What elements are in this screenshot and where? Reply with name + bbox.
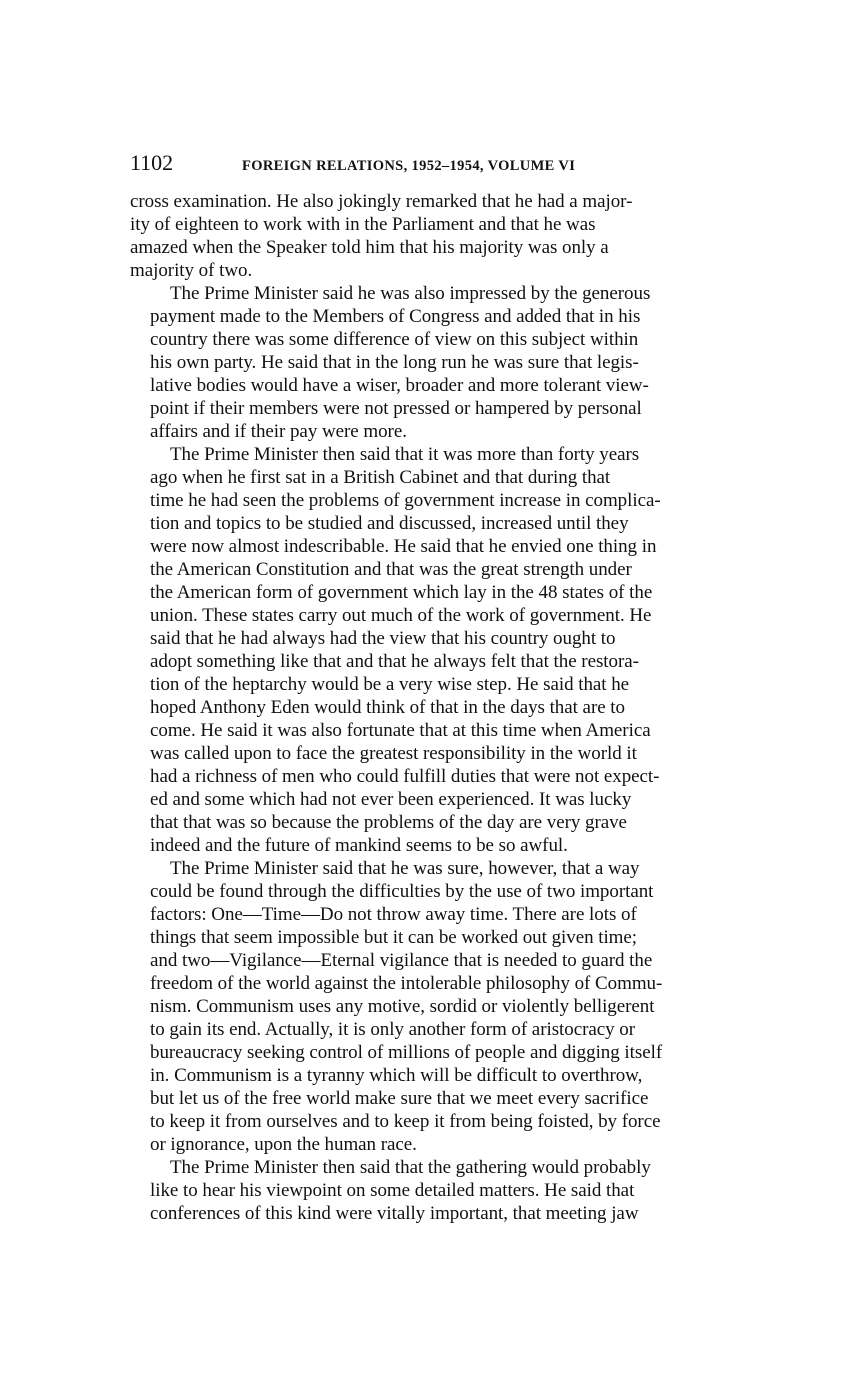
text-line: could be found through the difficulties by the use of two important [150,881,654,902]
text-line: and two—Vigilance—Eternal vigilance that is needed to guard the [150,950,653,971]
text-line: things that seem impossible but it can be worked out given time; [150,927,638,948]
text-line: or ignorance, upon the human race. [150,1134,417,1155]
text-line: amazed when the Speaker told him that his majority was only a [130,237,609,258]
text-line: nism. Communism uses any motive, sordid or violently belligerent [150,996,655,1017]
text-line: had a richness of men who could fulfill duties that were not expect- [150,766,660,787]
document-page [130,150,732,1225]
paragraph [130,190,732,282]
text-line: cross examination. He also jokingly remarked that he had a major- [130,191,633,212]
text-line: payment made to the Members of Congress and added that in his [150,306,641,327]
text-line: majority of two. [130,260,253,281]
text-line: The Prime Minister then said that it was more than forty years [170,444,640,465]
text-line: conferences of this kind were vitally important, that meeting jaw [150,1203,639,1224]
text-line: come. He said it was also fortunate that at this time when America [150,720,651,741]
text-line: like to hear his viewpoint on some detailed matters. He said that [150,1180,635,1201]
text-line: factors: One—Time—Do not throw away time. There are lots of [150,904,637,925]
text-line: ed and some which had not ever been experienced. It was lucky [150,789,632,810]
text-line: union. These states carry out much of the work of government. He [150,605,652,626]
text-line: was called upon to face the greatest responsibility in the world it [150,743,637,764]
text-line: in. Communism is a tyranny which will be difficult to overthrow, [150,1065,643,1086]
paragraph [130,1156,732,1225]
text-line: to keep it from ourselves and to keep it from being foisted, by force [150,1111,661,1132]
text-line: freedom of the world against the intolerable philosophy of Commu- [150,973,663,994]
text-line: country there was some difference of view on this subject within [150,329,639,350]
text-line: that that was so because the problems of the day are very grave [150,812,627,833]
paragraph [130,282,732,443]
text-line: tion and topics to be studied and discussed, increased until they [150,513,629,534]
text-line: said that he had always had the view that his country ought to [150,628,616,649]
paragraph [130,443,732,857]
text-line: affairs and if their pay were more. [150,421,407,442]
text-line: were now almost indescribable. He said that he envied one thing in [150,536,657,557]
text-line: The Prime Minister said that he was sure, however, that a way [170,858,640,879]
text-line: lative bodies would have a wiser, broader and more tolerant view- [150,375,649,396]
text-line: hoped Anthony Eden would think of that in the days that are to [150,697,625,718]
paragraph [130,857,732,1156]
text-line: his own party. He said that in the long run he was sure that legis- [150,352,639,373]
text-line: time he had seen the problems of government increase in complica- [150,490,661,511]
text-line: tion of the heptarchy would be a very wise step. He said that he [150,674,630,695]
text-line: The Prime Minister then said that the gathering would probably [170,1157,651,1178]
page-number: 1102 [130,150,174,175]
text-line: to gain its end. Actually, it is only another form of aristocracy or [150,1019,636,1040]
header-title: FOREIGN RELATIONS, 1952–1954, VOLUME VI [242,158,576,174]
body-text [130,190,732,1225]
text-line: the American Constitution and that was the great strength under [150,559,632,580]
text-line: adopt something like that and that he always felt that the restora- [150,651,639,672]
text-line: but let us of the free world make sure that we meet every sacrifice [150,1088,649,1109]
text-line: bureaucracy seeking control of millions of people and digging itself [150,1042,663,1063]
text-line: ity of eighteen to work with in the Parliament and that he was [130,214,596,235]
text-line: indeed and the future of mankind seems to be so awful. [150,835,568,856]
text-line: the American form of government which lay in the 48 states of the [150,582,653,603]
text-line: point if their members were not pressed or hampered by personal [150,398,642,419]
running-header [130,150,732,180]
text-line: The Prime Minister said he was also impressed by the generous [170,283,651,304]
text-line: ago when he first sat in a British Cabinet and that during that [150,467,611,488]
